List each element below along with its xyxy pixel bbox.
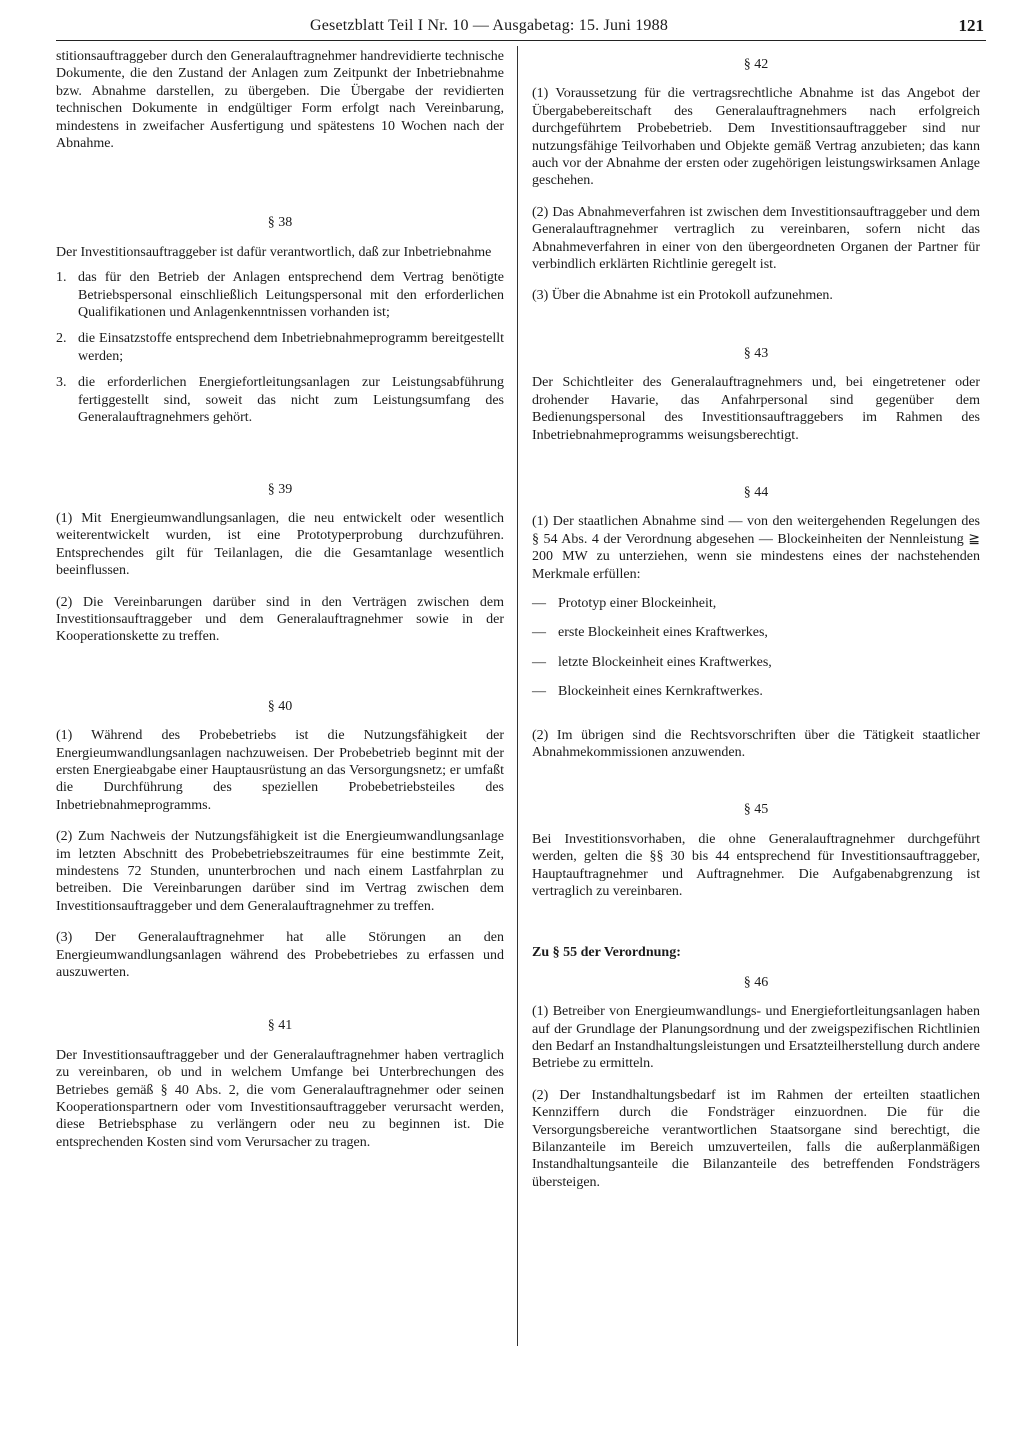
list-item-text: das für den Betrieb der Anlagen entsprechend dem Vertrag benötigte Betriebspersonal einschließlich Leitungspersonal mit den erforderlichen Qualifikationen und Anlagenkenntnissen vorhanden ist; bbox=[78, 270, 504, 321]
list-item-text: Prototyp einer Blockeinheit, bbox=[558, 595, 717, 611]
section-42-paragraph-2: (2) Das Abnahmeverfahren ist zwischen dem Investitionsauftraggeber und dem Generalauftragnehmer vertraglich zu vereinbaren, sofern nicht das Abnahmeverfahren in einer von den übergeordneten Organen der Partner für verbindlich erklärten Richtlinie geregelt ist. bbox=[532, 204, 980, 273]
right-column bbox=[532, 48, 980, 1191]
section-39-paragraph-1: (1) Mit Energieumwandlungsanlagen, die neu entwickelt oder wesentlich weiterentwickelt wurden, ist eine Prototyperprobung durchzuführen. Entsprechendes gilt für Teilanlagen, die die Gesamtanlage wesentlich beeinflussen. bbox=[56, 510, 504, 579]
section-44-paragraph-1: (1) Der staatlichen Abnahme sind — von den weitergehenden Regelungen des § 54 Abs. 4 der Verordnung abgesehen — Blockeinheiten der Nennleistung ≧ 200 MW zu unterziehen, wenn sie mindestens eines der nachstehenden Merkmale erfüllen: bbox=[532, 514, 980, 582]
list-item-text: letzte Blockeinheit eines Kraftwerkes, bbox=[558, 654, 772, 670]
list-item-number: 2. bbox=[56, 331, 67, 347]
list-item-number: 3. bbox=[56, 375, 67, 391]
section-heading-45: § 45 bbox=[743, 802, 769, 818]
section-heading-40: § 40 bbox=[267, 698, 293, 714]
list-item-text: die Einsatzstoffe entsprechend dem Inbetriebnahmeprogramm bereitgestellt werden; bbox=[78, 331, 504, 364]
section-40-paragraph-1: (1) Während des Probebetriebs ist die Nutzungsfähigkeit der Energieumwandlungsanlagen nachzuweisen. Der Probebetrieb beginnt mit der ersten Energieabgabe einer Hauptausrüstung an das Versorgungsnetz; er umfaßt die Durchführung des speziellen Probebetriebsteiles des Inbetriebnahmeprogramms. bbox=[56, 728, 504, 813]
list-item-number: 1. bbox=[56, 270, 67, 286]
section-39-paragraph-2: (2) Die Vereinbarungen darüber sind in den Verträgen zwischen dem Investitionsauftraggeber und dem Generalauftragnehmer sowie in der Kooperationskette zu treffen. bbox=[56, 594, 504, 645]
section-41-paragraph-1: Der Investitionsauftraggeber und der Generalauftragnehmer haben vertraglich zu vereinbaren, ob und in welchem Umfange bei Unterbrechungen des Betriebes gemäß § 40 Abs. 2, die vom Generalauftragnehmer oder seinen Kooperationspartnern oder vom Investitionsauftraggeber verursacht werden, diese Betriebsphase zu verlängern oder neu zu beginnen ist. Die entsprechenden Kosten sind vom Verursacher zu tragen. bbox=[56, 1047, 504, 1150]
section-46-paragraph-1: (1) Betreiber von Energieumwandlungs- und Energiefortleitungsanlagen haben auf der Grundlage der Planungsordnung und der zweigspezifischen Richtlinien den Bedarf an Instandhaltungsleistungen und Ersatzteilherstellung durch andere Betriebe zu ermitteln. bbox=[532, 1004, 980, 1072]
section-43-paragraph-1: Der Schichtleiter des Generalauftragnehmers und, bei eingetretener oder drohender Havarie, das Anfahrpersonal sind gegenüber dem Bedienungspersonal des Investitionsauftraggebers im Rahmen des Inbetriebnahmeprogramms weisungsberechtigt. bbox=[532, 375, 980, 443]
dash-mark: — bbox=[532, 625, 546, 641]
running-header bbox=[56, 14, 986, 41]
section-44-paragraph-2: (2) Im übrigen sind die Rechtsvorschriften über die Tätigkeit staatlicher Abnahmekommissionen anzuwenden. bbox=[532, 727, 980, 760]
paragraph-continued: stitionsauftraggeber durch den Generalauftragnehmer handrevidierte technische Dokumente, die den Zustand der Anlagen zum Zeitpunkt der Inbetriebnahme bzw. Abnahme darstellen, zu übergeben. Die Übergabe der revidierten technischen Dokumente in endgültiger Form erfolgt nach Vereinbarung, mindestens in zweifacher Ausfertigung und spätestens 10 Wochen nach der Abnahme. bbox=[56, 49, 504, 152]
section-46-paragraph-2: (2) Der Instandhaltungsbedarf ist im Rahmen der erteilten staatlichen Kennziffern durch die Fondsträger einzuordnen. Die für die Versorgungsbereiche verantwortlichen Staatsorgane sind berechtigt, die Bilanzanteile im Bereich umzuverteilen, falls die außerplanmäßigen Instandhaltungsanteile die Bilanzanteile des betreffenden Fondsträgers übersteigen. bbox=[532, 1087, 980, 1190]
section-heading-43: § 43 bbox=[743, 345, 769, 361]
list-item-text: erste Blockeinheit eines Kraftwerkes, bbox=[558, 625, 768, 641]
list-item bbox=[56, 330, 504, 365]
section-heading-38: § 38 bbox=[267, 215, 293, 231]
regulation-subheading: Zu § 55 der Verordnung: bbox=[532, 945, 681, 961]
dash-mark: — bbox=[532, 654, 546, 670]
section-42-paragraph-1: (1) Voraussetzung für die vertragsrechtliche Abnahme ist das Angebot der Übergabebereitschaft des Generalauftragnehmers nach erfolgreich durchgeführtem Probebetrieb. Dem Investitionsauftraggeber sind nur nutzungsfähige Teilvorhaben und Objekte gemäß Vertrag anzubieten; das kann auch vor der Abnahme der ersten oder zugehörigen leistungswirksamen Anlage geschehen. bbox=[532, 86, 980, 189]
list-item-text: die erforderlichen Energiefortleitungsanlagen zur Leistungsabführung fertiggestellt sind, soweit das nicht zum Leistungsumfang des Generalauftragnehmers gehört. bbox=[78, 375, 504, 426]
section-40-paragraph-2: (2) Zum Nachweis der Nutzungsfähigkeit ist die Energieumwandlungsanlage im letzten Abschnitt des Probebetriebszeitraumes für eine bestimmte Zeit, mindestens 72 Stunden, ununterbrochen und nach einem Lastfahrplan zu betreiben. Die Vereinbarungen darüber sind im Vertrag zwischen dem Investitionsauftraggeber und dem Generalauftragnehmer zu treffen. bbox=[56, 829, 504, 914]
running-title: Gesetzblatt Teil I Nr. 10 — Ausgabetag: 15. Juni 1988 bbox=[310, 17, 669, 34]
left-column bbox=[56, 48, 504, 1151]
dash-mark: — bbox=[532, 684, 546, 700]
list-item bbox=[532, 683, 980, 700]
section-heading-39: § 39 bbox=[267, 481, 293, 497]
list-item bbox=[56, 269, 504, 321]
list-item bbox=[532, 595, 980, 612]
section-heading-46: § 46 bbox=[743, 974, 769, 990]
list-item bbox=[532, 624, 980, 641]
list-item bbox=[56, 374, 504, 426]
dash-mark: — bbox=[532, 595, 546, 611]
list-item bbox=[532, 654, 980, 671]
section-heading-44: § 44 bbox=[743, 484, 769, 500]
page-number: 121 bbox=[958, 16, 984, 35]
section-42-paragraph-3: (3) Über die Abnahme ist ein Protokoll aufzunehmen. bbox=[532, 288, 833, 304]
column-divider bbox=[517, 46, 518, 1346]
section-heading-42: § 42 bbox=[743, 57, 769, 72]
list-item-text: Blockeinheit eines Kernkraftwerkes. bbox=[558, 684, 763, 700]
section-40-paragraph-3: (3) Der Generalauftragnehmer hat alle Störungen an den Energieumwandlungsanlagen während des Probebetriebes zu erfassen und auszuwerten. bbox=[56, 930, 504, 981]
section-45-paragraph-1: Bei Investitionsvorhaben, die ohne Generalauftragnehmer durchgeführt werden, gelten die §§ 30 bis 44 entsprechend für Investitionsauftraggeber, Hauptauftragnehmer und Auftragnehmer. Die Aufgabenabgrenzung ist vertraglich zu vereinbaren. bbox=[532, 831, 980, 899]
section-heading-41: § 41 bbox=[267, 1018, 293, 1034]
section-38-intro: Der Investitionsauftraggeber ist dafür verantwortlich, daß zur Inbetriebnahme bbox=[56, 244, 492, 260]
